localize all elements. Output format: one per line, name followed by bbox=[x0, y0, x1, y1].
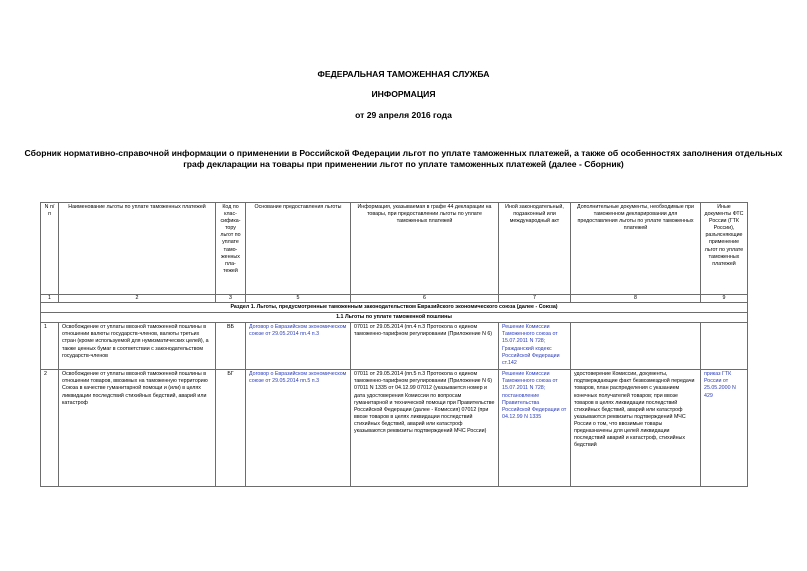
benefit-name: Освобождение от уплаты ввозной таможенной пошлины в отношении валюты государств-членов, валюты третьих стран (кроме используемой для нумизматических целей), а также ценных бумаг в соответствии с законодательством государств-членов bbox=[59, 323, 216, 370]
column-number: 7 bbox=[499, 295, 571, 303]
row-number: 2 bbox=[41, 370, 59, 487]
column-header: Код по клас-сифика-тору льгот по уплате тамо-женных пла-тежей bbox=[216, 203, 246, 295]
table-row bbox=[41, 370, 748, 487]
column-header: Иной законодательный, подзаконный или международный акт bbox=[499, 203, 571, 295]
column-header: N п/п bbox=[41, 203, 59, 295]
basis-link[interactable]: Договор о Евразийском экономическом союзе от 29.05.2014 пп.4 п.3 bbox=[246, 323, 351, 370]
table-row bbox=[41, 323, 748, 370]
section-title: Раздел 1. Льготы, предусмотренные таможенным законодательством Евразийского экономического союза (далее - Союза) bbox=[41, 303, 748, 313]
benefits-table bbox=[40, 202, 748, 487]
table-header-row bbox=[41, 203, 748, 295]
document-type: ИНФОРМАЦИЯ bbox=[371, 89, 436, 99]
other-act-link[interactable]: Решение Комиссии Таможенного союза от 15.07.2011 N 728; постановление Правительства Российской Федерации от 04.12.99 N 1335 bbox=[499, 370, 571, 487]
basis-link[interactable]: Договор о Евразийском экономическом союзе от 29.05.2014 пп.5 п.3 bbox=[246, 370, 351, 487]
section-row bbox=[41, 303, 748, 313]
fts-documents bbox=[701, 323, 748, 370]
column-header: Информация, указываемая в графе 44 декларации на товары, при предоставлении льготы по уплате таможенных платежей bbox=[351, 203, 499, 295]
column-header: Наименование льготы по уплате таможенных платежей bbox=[59, 203, 216, 295]
benefit-name: Освобождение от уплаты ввозной таможенной пошлины в отношении товаров, ввозимых на таможенную территорию Союза в качестве гуманитарной помощи и (или) в целях ликвидации последствий стихийных бедствий, аварий или катастроф bbox=[59, 370, 216, 487]
agency-title: ФЕДЕРАЛЬНАЯ ТАМОЖЕННАЯ СЛУЖБА bbox=[317, 69, 490, 79]
collection-title: Сборник нормативно-справочной информации о применении в Российской Федерации льгот по уплате таможенных платежей, а также об особенностях заполнения отдельных граф декларации на товары при применении льгот по уплате таможенных платежей (далее - Сборник) bbox=[24, 148, 783, 169]
benefit-code: БГ bbox=[216, 370, 246, 487]
column-number: 5 bbox=[246, 295, 351, 303]
column-header: Дополнительные документы, необходимые при таможенном декларировании для предоставления льготы по уплате таможенных платежей bbox=[571, 203, 701, 295]
benefit-code: ВБ bbox=[216, 323, 246, 370]
extra-documents bbox=[571, 323, 701, 370]
column-number: 8 bbox=[571, 295, 701, 303]
column-header: Иные документы ФТС России (ГТК России), разъясняющие применение льгот по уплате таможенных платежей bbox=[701, 203, 748, 295]
other-act-link[interactable]: Решение Комиссии Таможенного союза от 15.07.2011 N 728; Гражданский кодекс Российской Федерации ст.142 bbox=[499, 323, 571, 370]
column44-info: 07011 от 29.05.2014 (пп.5 п.3 Протокола о едином таможенно-тарифном регулировании (Приложение N 6) 07011 N 1335 от 04.12.99 07012 (указывается номер и дата удостоверения Комиссии по вопросам гуманитарной и технической помощи при Правительстве Российской Федерации (далее - Комиссия) 07012 (при ввозе товаров в целях ликвидации последствий стихийных бедствий, аварий или катастроф указываются реквизиты подтверждений МЧС России) bbox=[351, 370, 499, 487]
extra-documents: удостоверение Комиссии, документы, подтверждающие факт безвозмездной передачи товаров, план распределения с указанием конечных получателей товаров; при ввозе товаров в целях ликвидации последствий стихийных бедствий, аварий или катастроф указываются реквизиты подтверждений МЧС России о том, что ввозимые товары предназначены для целей ликвидации последствий аварий и катастроф, стихийных бедствий bbox=[571, 370, 701, 487]
column-header: Основание предоставления льготы bbox=[246, 203, 351, 295]
column-number: 3 bbox=[216, 295, 246, 303]
column-number: 6 bbox=[351, 295, 499, 303]
fts-document-link[interactable]: приказ ГТК России от 25.05.2000 N 429 bbox=[701, 370, 748, 487]
row-number: 1 bbox=[41, 323, 59, 370]
column-number: 1 bbox=[41, 295, 59, 303]
column-number-row bbox=[41, 295, 748, 303]
subsection-title: 1.1 Льготы по уплате таможенной пошлины bbox=[41, 313, 748, 323]
column44-info: 07011 от 29.05.2014 (пп.4 п.3 Протокола о едином таможенно-тарифном регулировании (Приложение N 6) bbox=[351, 323, 499, 370]
column-number: 9 bbox=[701, 295, 748, 303]
column-number: 2 bbox=[59, 295, 216, 303]
document-date: от 29 апреля 2016 года bbox=[355, 110, 452, 120]
subsection-row bbox=[41, 313, 748, 323]
